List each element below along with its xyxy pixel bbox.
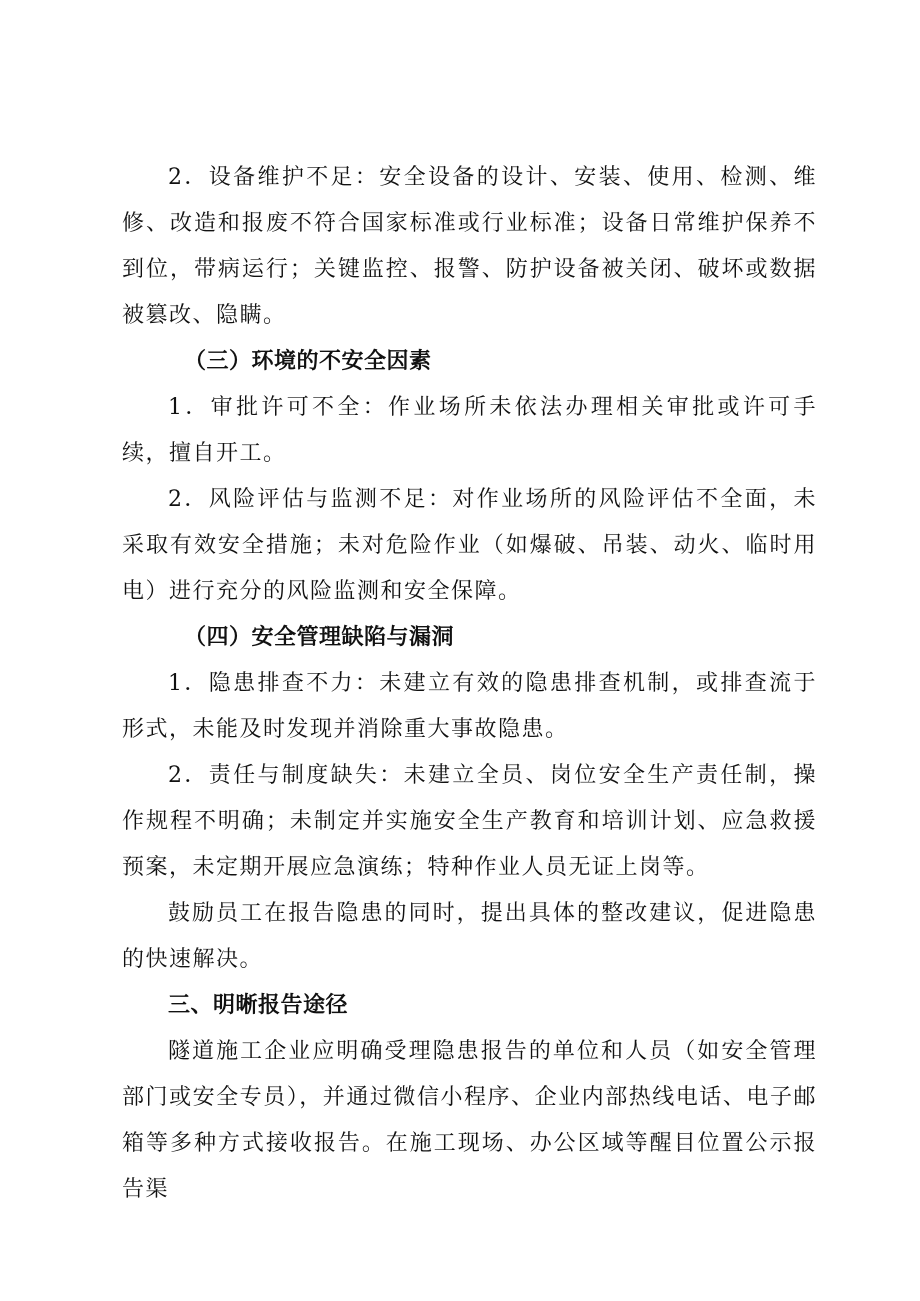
responsibility-paragraph: 2．责任与制度缺失：未建立全员、岗位安全生产责任制，操作规程不明确；未制定并实施安全生产教育和培训计划、应急救援预案，未定期开展应急演练；特种作业人员无证上岗等。 <box>122 763 817 880</box>
hazard-inspection-paragraph: 1．隐患排查不力：未建立有效的隐患排查机制，或排查流于形式，未能及时发现并消除重大事故隐患。 <box>122 671 817 742</box>
equipment-maintenance-paragraph: 2．设备维护不足：安全设备的设计、安装、使用、检测、维修、改造和报废不符合国家标准或行业标准；设备日常维护保养不到位，带病运行；关键监控、报警、防护设备被关闭、破坏或数据被篡改、隐瞒。 <box>122 165 817 328</box>
section-environment-heading: （三）环境的不安全因素 <box>184 349 432 374</box>
document-body <box>122 155 817 1213</box>
reporting-channels-paragraph: 隧道施工企业应明确受理隐患报告的单位和人员（如安全管理部门或安全专员），并通过微信小程序、企业内部热线电话、电子邮箱等多种方式接收报告。在施工现场、办公区域等醒目位置公示报告渠 <box>122 1039 817 1202</box>
approval-paragraph: 1．审批许可不全：作业场所未依法办理相关审批或许可手续，擅自开工。 <box>122 395 817 466</box>
encourage-paragraph: 鼓励员工在报告隐患的同时，提出具体的整改建议，促进隐患的快速解决。 <box>122 901 817 972</box>
section-management-heading: （四）安全管理缺陷与漏洞 <box>184 625 455 650</box>
section-reporting-heading: 三、明晰报告途径 <box>168 993 349 1018</box>
risk-assessment-paragraph: 2．风险评估与监测不足：对作业场所的风险评估不全面，未采取有效安全措施；未对危险作业（如爆破、吊装、动火、临时用电）进行充分的风险监测和安全保障。 <box>122 487 817 604</box>
